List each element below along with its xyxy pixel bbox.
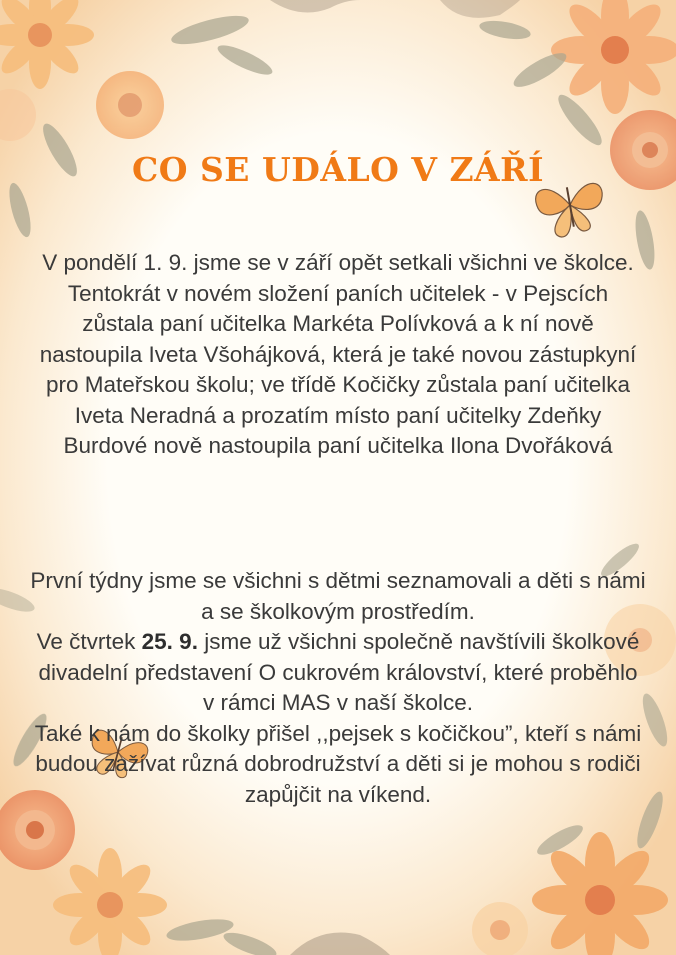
event-prefix: Ve čtvrtek (36, 629, 142, 654)
toy-text: Také k nám do školky přišel ,,pejsek s kočičkou”, kteří s námi budou zažívat různá dobrodružství a děti si je mohou s rodiči zapůjčit na víkend. (34, 720, 642, 807)
event-text: jsme už všichni společně navštívili školkové divadelní představení O cukrovém království, které proběhlo v rámci MAS v naší školce. (38, 629, 640, 715)
event-date: 25. 9. (141, 629, 198, 654)
intro-text: První týdny jsme se všichni s dětmi seznamovali a děti s námi a se školkovým prostředím. (30, 568, 646, 624)
page-title: CO SE UDÁLO V ZÁŘÍ (131, 150, 545, 189)
paragraph-staff-news: V pondělí 1. 9. jsme se v září opět setkali všichni ve školce. Tentokrát v novém složení paních učitelek - v Pejscích zůstala paní učitelka Markéta Polívková a k ní nově nastoupila Iveta Všohájková, která je také novou zástupkyní pro Mateřskou školu; ve třídě Kočičky zůstala paní učitelka Iveta Neradná a prozatím místo paní učitelky Zdeňky Burdové nově nastoupila paní učitelka Ilona Dvořáková (39, 250, 637, 458)
paragraph-september-events (30, 566, 646, 810)
